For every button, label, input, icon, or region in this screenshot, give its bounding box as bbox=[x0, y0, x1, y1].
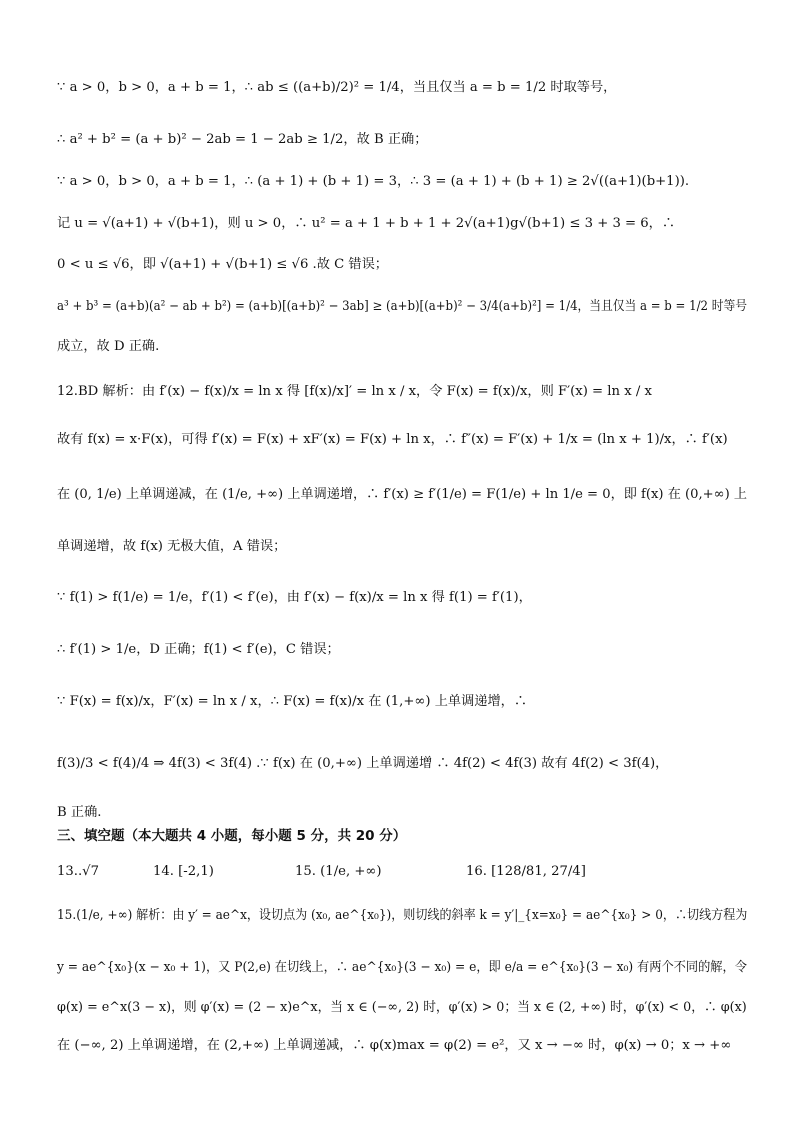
text-line: ∵ F(x) = f(x)/x，F′(x) = ln x / x，∴ F(x) = f(x)/x 在 (1,+∞) 上单调递增，∴ bbox=[57, 694, 528, 709]
text-line: ∵ a > 0，b > 0，a + b = 1，∴ ab ≤ ((a+b)/2)² = 1/4，当且仅当 a = b = 1/2 时取等号， bbox=[57, 80, 617, 95]
answer-13: 13..√7 bbox=[57, 864, 99, 879]
text-line: ∵ a > 0，b > 0，a + b = 1，∴ (a + 1) + (b + 1) = 3，∴ 3 = (a + 1) + (b + 1) ≥ 2√((a+1)(b+1)). bbox=[57, 174, 690, 189]
text-line: 记 u = √(a+1) + √(b+1)，则 u > 0，∴ u² = a + 1 + b + 1 + 2√(a+1)g√(b+1) ≤ 3 + 3 = 6，∴ bbox=[57, 216, 676, 231]
answer-16: 16. [128/81, 27/4] bbox=[466, 864, 586, 879]
answer-15: 15. (1/e, +∞) bbox=[295, 864, 382, 879]
text-line: ∴ f′(1) > 1/e，D 正确；f(1) < f′(e)，C 错误； bbox=[57, 642, 340, 657]
text-line: f(3)/3 < f(4)/4 ⇒ 4f(3) < 3f(4) .∵ f(x) 在 (0,+∞) 上单调递增 ∴ 4f(2) < 4f(3) 故有 4f(2) < 3f(4)， bbox=[57, 756, 669, 771]
text-line: B 正确. bbox=[57, 805, 102, 820]
answer-row bbox=[57, 858, 757, 888]
text-line: a³ + b³ = (a+b)(a² − ab + b²) = (a+b)[(a+b)² − 3ab] ≥ (a+b)[(a+b)² − 3/4(a+b)²] = 1/4，当且仅当 a = b = 1/2 时等号 bbox=[57, 299, 747, 314]
text-line: 0 < u ≤ √6，即 √(a+1) + √(b+1) ≤ √6 .故 C 错误； bbox=[57, 257, 388, 272]
text-line: 12.BD 解析：由 f′(x) − f(x)/x = ln x 得 [f(x)/x]′ = ln x / x，令 F(x) = f(x)/x，则 F′(x) = ln x / x bbox=[57, 384, 652, 399]
text-line: 故有 f(x) = x·F(x)，可得 f′(x) = F(x) + xF′(x) = F(x) + ln x，∴ f″(x) = F′(x) + 1/x = (ln x + 1)/x，∴ f′(x) bbox=[57, 432, 728, 447]
text-line: 单调递增，故 f(x) 无极大值，A 错误； bbox=[57, 539, 287, 554]
answer-14: 14. [-2,1) bbox=[153, 864, 214, 879]
text-line: y = ae^{x₀}(x − x₀ + 1)，又 P(2,e) 在切线上，∴ ae^{x₀}(3 − x₀) = e，即 e/a = e^{x₀}(3 − x₀) 有两个不同的解，令 bbox=[57, 960, 747, 975]
text-line: ∵ f(1) > f(1/e) = 1/e，f′(1) < f′(e)，由 f′(x) − f(x)/x = ln x 得 f(1) = f′(1)， bbox=[57, 590, 532, 605]
text-line: 在 (0, 1/e) 上单调递减，在 (1/e, +∞) 上单调递增，∴ f′(x) ≥ f′(1/e) = F(1/e) + ln 1/e = 0，即 f(x) 在 (0,+∞) 上 bbox=[57, 487, 748, 502]
section-heading: 三、填空题（本大题共 4 小题，每小题 5 分，共 20 分） bbox=[57, 828, 407, 844]
text-line: φ(x) = e^x(3 − x)，则 φ′(x) = (2 − x)e^x，当 x ∈ (−∞, 2) 时，φ′(x) > 0；当 x ∈ (2, +∞) 时，φ′(x) < 0，∴ φ(x) bbox=[57, 1000, 747, 1015]
text-line: 成立，故 D 正确. bbox=[57, 339, 160, 354]
text-line: ∴ a² + b² = (a + b)² − 2ab = 1 − 2ab ≥ 1/2，故 B 正确； bbox=[57, 132, 428, 147]
text-line: 在 (−∞, 2) 上单调递增，在 (2,+∞) 上单调递减，∴ φ(x)max = φ(2) = e²，又 x → −∞ 时，φ(x) → 0；x → +∞ bbox=[57, 1038, 732, 1053]
text-line: 15.(1/e, +∞) 解析：由 y′ = ae^x，设切点为 (x₀, ae^{x₀})，则切线的斜率 k = y′|_{x=x₀} = ae^{x₀} > 0，∴切线方程为 bbox=[57, 908, 748, 923]
